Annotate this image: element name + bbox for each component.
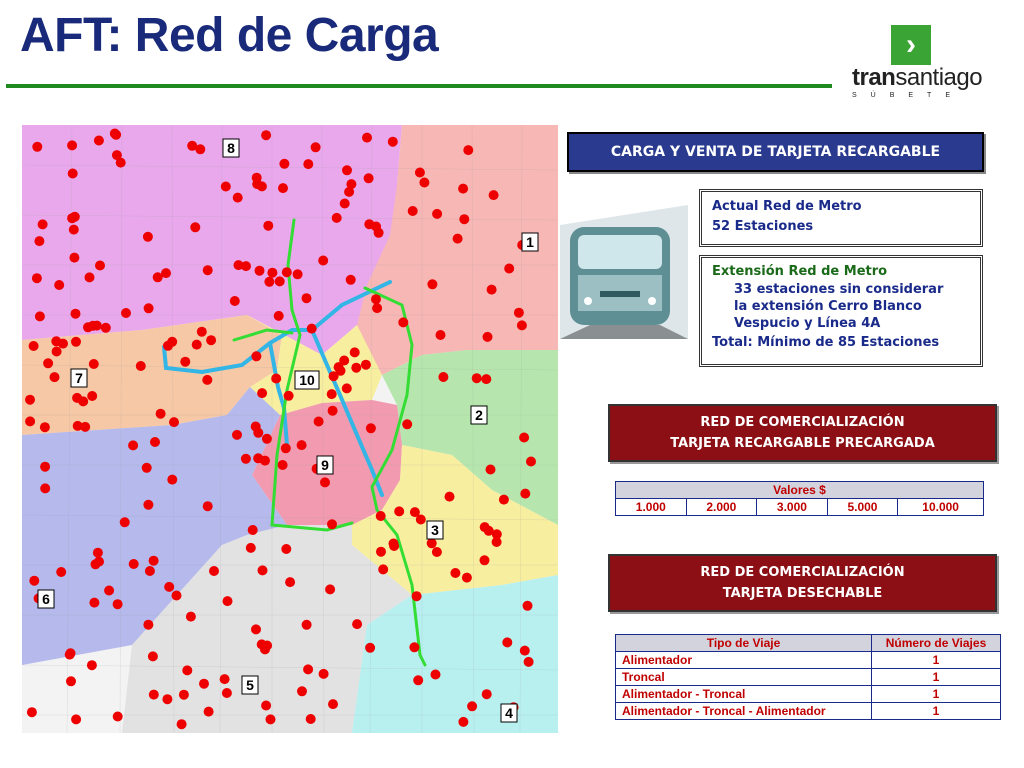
recharge-point-dot [142, 463, 152, 473]
recharge-point-dot [524, 657, 534, 667]
actual-red-metro-title: Actual Red de Metro [712, 199, 862, 214]
viajes-cell: 1 [872, 669, 1001, 686]
recharge-point-dot [143, 620, 153, 630]
recharge-point-dot [251, 351, 261, 361]
recharge-point-dot [67, 140, 77, 150]
recharge-point-dot [192, 340, 202, 350]
tipo-cell: Alimentador - Troncal - Alimentador [616, 703, 872, 720]
valores-table [615, 481, 984, 516]
recharge-point-dot [376, 511, 386, 521]
recharge-point-dot [71, 337, 81, 347]
comercializacion-precargada-banner [608, 404, 997, 462]
zone-label: 4 [505, 705, 513, 721]
recharge-point-dot [342, 165, 352, 175]
recharge-point-dot [32, 273, 42, 283]
tipo-cell: Alimentador [616, 652, 872, 669]
viajes-cell: 1 [872, 686, 1001, 703]
recharge-point-dot [50, 372, 60, 382]
recharge-point-dot [89, 598, 99, 608]
recharge-point-dot [394, 506, 404, 516]
recharge-point-dot [402, 419, 412, 429]
recharge-point-dot [371, 294, 381, 304]
recharge-point-dot [297, 686, 307, 696]
recharge-point-dot [415, 168, 425, 178]
recharge-point-dot [376, 547, 386, 557]
recharge-point-dot [261, 701, 271, 711]
recharge-point-dot [87, 660, 97, 670]
recharge-point-dot [306, 714, 316, 724]
recharge-point-dot [186, 612, 196, 622]
recharge-point-dot [156, 409, 166, 419]
recharge-point-dot [445, 492, 455, 502]
recharge-point-dot [450, 568, 460, 578]
viajes-cell: 1 [872, 652, 1001, 669]
recharge-point-dot [136, 361, 146, 371]
recharge-point-dot [480, 522, 490, 532]
page-title: AFT: Red de Carga [20, 9, 439, 62]
recharge-point-dot [458, 717, 468, 727]
zone-label: 6 [42, 591, 50, 607]
recharge-point-dot [520, 646, 530, 656]
column-header: Tipo de Viaje [616, 635, 872, 652]
recharge-point-dot [311, 142, 321, 152]
recharge-point-dot [271, 374, 281, 384]
recharge-point-dot [199, 679, 209, 689]
recharge-point-dot [253, 453, 263, 463]
banner-line: TARJETA RECARGABLE PRECARGADA [670, 436, 935, 451]
recharge-point-dot [352, 619, 362, 629]
recharge-point-dot [278, 183, 288, 193]
zone-label: 5 [246, 677, 254, 693]
recharge-point-dot [432, 547, 442, 557]
banner-line: TARJETA DESECHABLE [722, 586, 883, 601]
recharge-point-dot [113, 712, 123, 722]
zone-label: 7 [75, 370, 83, 386]
recharge-point-dot [328, 406, 338, 416]
recharge-point-dot [262, 434, 272, 444]
extension-title: Extensión Red de Metro [712, 264, 888, 279]
valor-cell: 1.000 [616, 499, 687, 516]
recharge-point-dot [523, 601, 533, 611]
recharge-point-dot [303, 159, 313, 169]
recharge-point-dot [112, 150, 122, 160]
recharge-point-dot [121, 308, 131, 318]
recharge-point-dot [113, 599, 123, 609]
recharge-point-dot [87, 391, 97, 401]
recharge-point-dot [504, 264, 514, 274]
recharge-point-dot [346, 275, 356, 285]
recharge-point-dot [40, 483, 50, 493]
recharge-point-dot [427, 538, 437, 548]
recharge-point-dot [339, 356, 349, 366]
extension-red-metro-box [699, 255, 983, 367]
tipo-viaje-table [615, 634, 1001, 720]
recharge-point-dot [65, 650, 75, 660]
recharge-point-dot [143, 232, 153, 242]
recharge-point-dot [111, 130, 121, 140]
valores-header: Valores $ [616, 482, 984, 499]
recharge-point-dot [223, 596, 233, 606]
recharge-point-dot [263, 221, 273, 231]
recharge-point-dot [366, 423, 376, 433]
recharge-point-dot [514, 308, 524, 318]
recharge-point-dot [264, 277, 274, 287]
recharge-point-dot [93, 548, 103, 558]
recharge-point-dot [51, 336, 61, 346]
recharge-point-dot [487, 285, 497, 295]
valor-cell: 5.000 [827, 499, 898, 516]
recharge-point-dot [325, 584, 335, 594]
recharge-point-dot [220, 674, 230, 684]
recharge-point-dot [257, 388, 267, 398]
recharge-point-dot [144, 303, 154, 313]
recharge-point-dot [413, 675, 423, 685]
recharge-point-dot [38, 219, 48, 229]
recharge-point-dot [388, 137, 398, 147]
recharge-point-dot [206, 335, 216, 345]
recharge-point-dot [67, 213, 77, 223]
recharge-point-dot [35, 311, 45, 321]
recharge-point-dot [374, 228, 384, 238]
recharge-point-dot [71, 714, 81, 724]
title-underline [6, 84, 832, 88]
recharge-point-dot [459, 214, 469, 224]
zone-label: 9 [321, 457, 329, 473]
santiago-zone-map [22, 125, 558, 733]
recharge-point-dot [297, 440, 307, 450]
recharge-point-dot [252, 179, 262, 189]
recharge-point-dot [489, 190, 499, 200]
recharge-point-dot [408, 206, 418, 216]
recharge-point-dot [274, 311, 284, 321]
recharge-point-dot [54, 280, 64, 290]
recharge-point-dot [162, 694, 172, 704]
recharge-point-dot [197, 327, 207, 337]
recharge-point-dot [27, 707, 37, 717]
recharge-point-dot [94, 136, 104, 146]
recharge-point-dot [230, 296, 240, 306]
recharge-point-dot [255, 266, 265, 276]
recharge-point-dot [153, 272, 163, 282]
recharge-point-dot [318, 256, 328, 266]
recharge-point-dot [52, 347, 62, 357]
recharge-point-dot [148, 651, 158, 661]
recharge-point-dot [241, 261, 251, 271]
recharge-point-dot [72, 393, 82, 403]
recharge-point-dot [56, 567, 66, 577]
recharge-point-dot [282, 267, 292, 277]
recharge-point-dot [266, 714, 276, 724]
recharge-point-dot [364, 173, 374, 183]
logo-brand-rest: santiago [895, 64, 983, 91]
banner-line: RED DE COMERCIALIZACIÓN [700, 565, 905, 580]
recharge-point-dot [267, 268, 277, 278]
zone-label: 2 [475, 407, 483, 423]
recharge-point-dot [281, 443, 291, 453]
recharge-point-dot [222, 688, 232, 698]
recharge-point-dot [251, 624, 261, 634]
recharge-point-dot [492, 537, 502, 547]
actual-red-metro-stations: 52 Estaciones [712, 219, 814, 234]
recharge-point-dot [164, 582, 174, 592]
recharge-point-dot [29, 341, 39, 351]
recharge-point-dot [519, 433, 529, 443]
recharge-point-dot [179, 690, 189, 700]
recharge-point-dot [195, 144, 205, 154]
recharge-point-dot [284, 391, 294, 401]
recharge-point-dot [278, 460, 288, 470]
recharge-point-dot [71, 309, 81, 319]
recharge-point-dot [520, 489, 530, 499]
recharge-point-dot [342, 383, 352, 393]
transantiago-logo-icon: › [891, 25, 931, 65]
recharge-point-dot [190, 222, 200, 232]
recharge-point-dot [149, 556, 159, 566]
recharge-point-dot [319, 669, 329, 679]
table-row [616, 669, 1001, 686]
recharge-point-dot [427, 279, 437, 289]
recharge-point-dot [458, 184, 468, 194]
recharge-point-dot [307, 324, 317, 334]
recharge-point-dot [92, 321, 102, 331]
recharge-point-dot [203, 265, 213, 275]
recharge-point-dot [332, 213, 342, 223]
recharge-point-dot [68, 169, 78, 179]
recharge-point-dot [302, 293, 312, 303]
recharge-point-dot [389, 539, 399, 549]
recharge-point-dot [431, 670, 441, 680]
recharge-point-dot [73, 421, 83, 431]
recharge-point-dot [467, 701, 477, 711]
recharge-point-dot [69, 225, 79, 235]
recharge-point-dot [482, 689, 492, 699]
recharge-point-dot [69, 253, 79, 263]
extension-line: Vespucio y Línea 4A [734, 316, 881, 331]
recharge-point-dot [463, 145, 473, 155]
recharge-point-dot [378, 564, 388, 574]
recharge-point-dot [344, 187, 354, 197]
recharge-point-dot [43, 358, 53, 368]
recharge-point-dot [517, 320, 527, 330]
recharge-point-dot [409, 642, 419, 652]
recharge-point-dot [419, 178, 429, 188]
recharge-point-dot [251, 422, 261, 432]
banner-line: RED DE COMERCIALIZACIÓN [700, 415, 905, 430]
recharge-point-dot [32, 142, 42, 152]
recharge-point-dot [364, 219, 374, 229]
recharge-point-dot [328, 699, 338, 709]
logo-tagline: SÚBETE [852, 92, 965, 99]
recharge-point-dot [104, 586, 114, 596]
recharge-point-dot [177, 719, 187, 729]
recharge-point-dot [261, 130, 271, 140]
recharge-point-dot [150, 437, 160, 447]
recharge-point-dot [246, 543, 256, 553]
tipo-cell: Alimentador - Troncal [616, 686, 872, 703]
recharge-point-dot [362, 133, 372, 143]
zone-label: 10 [299, 372, 315, 388]
metro-train-image [560, 205, 688, 339]
recharge-point-dot [480, 555, 490, 565]
recharge-point-dot [25, 416, 35, 426]
recharge-point-dot [281, 544, 291, 554]
recharge-point-dot [233, 193, 243, 203]
recharge-point-dot [314, 417, 324, 427]
recharge-point-dot [221, 182, 231, 192]
recharge-point-dot [320, 477, 330, 487]
valor-cell: 3.000 [757, 499, 828, 516]
recharge-point-dot [365, 643, 375, 653]
recharge-point-dot [432, 209, 442, 219]
zone-label: 1 [526, 234, 534, 250]
recharge-point-dot [262, 641, 272, 651]
recharge-point-dot [89, 359, 99, 369]
recharge-point-dot [129, 559, 139, 569]
table-row [616, 652, 1001, 669]
recharge-point-dot [275, 276, 285, 286]
recharge-point-dot [204, 707, 214, 717]
recharge-point-dot [182, 665, 192, 675]
recharge-point-dot [340, 199, 350, 209]
recharge-point-dot [351, 363, 361, 373]
recharge-point-dot [483, 332, 493, 342]
valor-cell: 2.000 [686, 499, 757, 516]
recharge-point-dot [372, 303, 382, 313]
recharge-point-dot [40, 462, 50, 472]
recharge-point-dot [410, 507, 420, 517]
recharge-point-dot [350, 347, 360, 357]
recharge-point-dot [203, 501, 213, 511]
recharge-point-dot [302, 620, 312, 630]
recharge-point-dot [180, 357, 190, 367]
extension-line: la extensión Cerro Blanco [734, 299, 922, 314]
comercializacion-desechable-banner [608, 554, 997, 612]
recharge-point-dot [202, 375, 212, 385]
recharge-point-dot [327, 389, 337, 399]
actual-red-metro-box [699, 189, 983, 247]
recharge-point-dot [167, 475, 177, 485]
table-row [616, 703, 1001, 720]
recharge-point-dot [361, 360, 371, 370]
recharge-point-dot [436, 330, 446, 340]
recharge-point-dot [101, 323, 111, 333]
extension-total: Total: Mínimo de 85 Estaciones [712, 335, 940, 350]
recharge-point-dot [462, 573, 472, 583]
recharge-point-dot [94, 557, 104, 567]
carga-venta-header: CARGA Y VENTA DE TARJETA RECARGABLE [567, 132, 984, 172]
zone-label: 8 [227, 140, 235, 156]
recharge-point-dot [398, 317, 408, 327]
column-header: Número de Viajes [872, 635, 1001, 652]
transantiago-logo [852, 64, 982, 92]
recharge-point-dot [303, 664, 313, 674]
recharge-point-dot [120, 517, 130, 527]
recharge-point-dot [526, 457, 536, 467]
valor-cell: 10.000 [898, 499, 984, 516]
table-row [616, 686, 1001, 703]
recharge-point-dot [453, 234, 463, 244]
extension-line: 33 estaciones sin considerar [734, 282, 944, 297]
recharge-point-dot [499, 495, 509, 505]
recharge-point-dot [25, 395, 35, 405]
zone-label: 3 [431, 522, 439, 538]
recharge-point-dot [412, 591, 422, 601]
recharge-point-dot [258, 565, 268, 575]
recharge-point-dot [128, 440, 138, 450]
recharge-point-dot [327, 519, 337, 529]
recharge-point-dot [169, 417, 179, 427]
recharge-point-dot [438, 372, 448, 382]
recharge-point-dot [293, 269, 303, 279]
recharge-point-dot [167, 337, 177, 347]
tipo-cell: Troncal [616, 669, 872, 686]
recharge-point-dot [172, 591, 182, 601]
recharge-point-dot [472, 373, 482, 383]
recharge-point-dot [502, 637, 512, 647]
recharge-point-dot [285, 577, 295, 587]
recharge-point-dot [241, 454, 251, 464]
recharge-point-dot [83, 322, 93, 332]
recharge-point-dot [209, 566, 219, 576]
viajes-cell: 1 [872, 703, 1001, 720]
recharge-point-dot [279, 159, 289, 169]
logo-brand-bold: tran [852, 64, 896, 91]
recharge-point-dot [149, 690, 159, 700]
recharge-point-dot [481, 374, 491, 384]
recharge-point-dot [95, 261, 105, 271]
recharge-point-dot [232, 430, 242, 440]
recharge-point-dot [66, 676, 76, 686]
recharge-point-dot [145, 566, 155, 576]
recharge-point-dot [29, 576, 39, 586]
recharge-point-dot [248, 525, 258, 535]
recharge-point-dot [34, 236, 44, 246]
recharge-point-dot [143, 500, 153, 510]
recharge-point-dot [40, 422, 50, 432]
recharge-point-dot [85, 272, 95, 282]
recharge-point-dot [486, 465, 496, 475]
